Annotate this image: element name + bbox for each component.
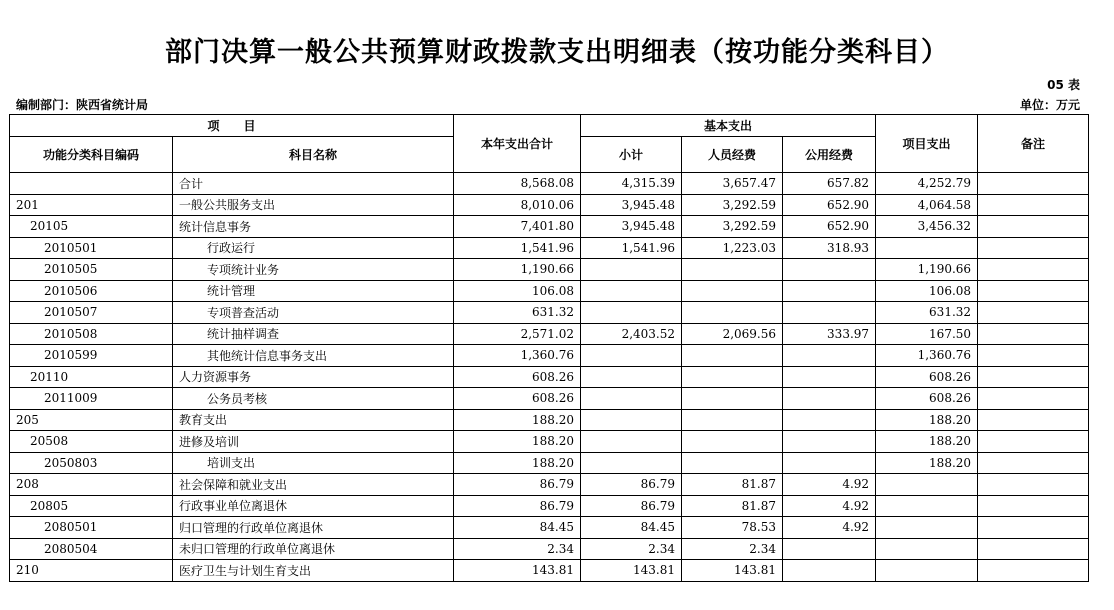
cell-public: 657.82 — [783, 173, 876, 195]
cell-total: 7,401.80 — [454, 216, 581, 238]
header-basic: 基本支出 — [581, 115, 876, 137]
cell-name: 公务员考核 — [173, 388, 454, 410]
cell-remark — [978, 173, 1089, 195]
table-row — [10, 366, 1089, 388]
cell-public — [783, 560, 876, 582]
cell-subtotal — [581, 388, 682, 410]
cell-personnel — [682, 409, 783, 431]
cell-remark — [978, 216, 1089, 238]
cell-personnel — [682, 388, 783, 410]
cell-project: 106.08 — [876, 280, 978, 302]
cell-project — [876, 560, 978, 582]
cell-project — [876, 538, 978, 560]
cell-project: 608.26 — [876, 388, 978, 410]
cell-personnel — [682, 345, 783, 367]
cell-project: 188.20 — [876, 431, 978, 453]
header-remark: 备注 — [978, 115, 1089, 173]
cell-name: 行政事业单位离退休 — [173, 495, 454, 517]
cell-project: 4,064.58 — [876, 194, 978, 216]
cell-code: 201 — [10, 194, 173, 216]
cell-code: 2010599 — [10, 345, 173, 367]
cell-remark — [978, 538, 1089, 560]
cell-personnel — [682, 280, 783, 302]
expenditure-table — [9, 114, 1089, 582]
cell-code: 2010506 — [10, 280, 173, 302]
header-subtotal: 小计 — [581, 137, 682, 173]
cell-subtotal — [581, 345, 682, 367]
cell-name: 行政运行 — [173, 237, 454, 259]
cell-subtotal: 143.81 — [581, 560, 682, 582]
cell-subtotal: 2,403.52 — [581, 323, 682, 345]
cell-remark — [978, 194, 1089, 216]
cell-public: 318.93 — [783, 237, 876, 259]
table-row — [10, 237, 1089, 259]
cell-remark — [978, 366, 1089, 388]
cell-total: 8,568.08 — [454, 173, 581, 195]
cell-name: 合计 — [173, 173, 454, 195]
header-project-expenditure: 项目支出 — [876, 115, 978, 173]
cell-remark — [978, 452, 1089, 474]
cell-remark — [978, 302, 1089, 324]
header-personnel: 人员经费 — [682, 137, 783, 173]
cell-name: 未归口管理的行政单位离退休 — [173, 538, 454, 560]
header-code: 功能分类科目编码 — [10, 137, 173, 173]
cell-name: 专项统计业务 — [173, 259, 454, 281]
cell-code: 2050803 — [10, 452, 173, 474]
table-row — [10, 452, 1089, 474]
cell-personnel: 1,223.03 — [682, 237, 783, 259]
cell-project: 1,190.66 — [876, 259, 978, 281]
cell-project: 631.32 — [876, 302, 978, 324]
cell-public — [783, 345, 876, 367]
table-row — [10, 474, 1089, 496]
form-number: 05 表 — [1047, 78, 1080, 92]
cell-public — [783, 538, 876, 560]
cell-subtotal: 86.79 — [581, 495, 682, 517]
cell-project: 188.20 — [876, 409, 978, 431]
cell-public — [783, 452, 876, 474]
cell-name: 社会保障和就业支出 — [173, 474, 454, 496]
cell-code: 20110 — [10, 366, 173, 388]
cell-personnel: 3,292.59 — [682, 194, 783, 216]
cell-project: 188.20 — [876, 452, 978, 474]
cell-code: 2010507 — [10, 302, 173, 324]
cell-public: 4.92 — [783, 517, 876, 539]
cell-personnel: 2,069.56 — [682, 323, 783, 345]
cell-total: 631.32 — [454, 302, 581, 324]
cell-subtotal: 3,945.48 — [581, 216, 682, 238]
page-title: 部门决算一般公共预算财政拨款支出明细表（按功能分类科目） — [165, 37, 949, 68]
cell-name: 专项普查活动 — [173, 302, 454, 324]
cell-project: 1,360.76 — [876, 345, 978, 367]
cell-public — [783, 431, 876, 453]
cell-subtotal: 84.45 — [581, 517, 682, 539]
cell-total: 2.34 — [454, 538, 581, 560]
unit-label: 单位：万元 — [1019, 98, 1080, 112]
table-row — [10, 431, 1089, 453]
cell-name: 进修及培训 — [173, 431, 454, 453]
table-row — [10, 302, 1089, 324]
cell-project: 608.26 — [876, 366, 978, 388]
cell-project — [876, 237, 978, 259]
table-row — [10, 216, 1089, 238]
cell-personnel: 78.53 — [682, 517, 783, 539]
cell-public — [783, 259, 876, 281]
cell-project — [876, 517, 978, 539]
cell-total: 86.79 — [454, 495, 581, 517]
cell-name: 其他统计信息事务支出 — [173, 345, 454, 367]
cell-name: 人力资源事务 — [173, 366, 454, 388]
cell-code: 210 — [10, 560, 173, 582]
cell-public — [783, 388, 876, 410]
cell-total: 1,541.96 — [454, 237, 581, 259]
cell-name: 一般公共服务支出 — [173, 194, 454, 216]
cell-personnel: 3,657.47 — [682, 173, 783, 195]
cell-name: 统计抽样调查 — [173, 323, 454, 345]
cell-code: 2080504 — [10, 538, 173, 560]
cell-project: 3,456.32 — [876, 216, 978, 238]
cell-subtotal — [581, 431, 682, 453]
cell-public: 4.92 — [783, 474, 876, 496]
cell-total: 86.79 — [454, 474, 581, 496]
header-name: 科目名称 — [173, 137, 454, 173]
cell-code: 2010501 — [10, 237, 173, 259]
cell-code — [10, 173, 173, 195]
cell-total: 84.45 — [454, 517, 581, 539]
table-row — [10, 388, 1089, 410]
cell-total: 188.20 — [454, 431, 581, 453]
cell-remark — [978, 431, 1089, 453]
table-row — [10, 259, 1089, 281]
cell-total: 1,190.66 — [454, 259, 581, 281]
cell-remark — [978, 259, 1089, 281]
cell-subtotal — [581, 302, 682, 324]
cell-subtotal: 1,541.96 — [581, 237, 682, 259]
cell-subtotal — [581, 366, 682, 388]
cell-total: 608.26 — [454, 366, 581, 388]
cell-code: 20805 — [10, 495, 173, 517]
cell-subtotal — [581, 259, 682, 281]
cell-public — [783, 302, 876, 324]
cell-code: 2011009 — [10, 388, 173, 410]
cell-remark — [978, 474, 1089, 496]
cell-personnel — [682, 431, 783, 453]
cell-personnel — [682, 366, 783, 388]
cell-personnel: 2.34 — [682, 538, 783, 560]
cell-public — [783, 409, 876, 431]
cell-code: 20105 — [10, 216, 173, 238]
cell-remark — [978, 280, 1089, 302]
cell-total: 8,010.06 — [454, 194, 581, 216]
cell-subtotal — [581, 452, 682, 474]
cell-name: 统计管理 — [173, 280, 454, 302]
cell-code: 2010508 — [10, 323, 173, 345]
table-row — [10, 495, 1089, 517]
cell-public: 652.90 — [783, 216, 876, 238]
cell-project: 167.50 — [876, 323, 978, 345]
table-row — [10, 280, 1089, 302]
cell-remark — [978, 323, 1089, 345]
cell-code: 205 — [10, 409, 173, 431]
cell-project: 4,252.79 — [876, 173, 978, 195]
cell-remark — [978, 345, 1089, 367]
cell-public: 333.97 — [783, 323, 876, 345]
header-total: 本年支出合计 — [454, 115, 581, 173]
compiling-department: 编制部门：陕西省统计局 — [16, 98, 149, 112]
cell-public — [783, 366, 876, 388]
cell-public: 4.92 — [783, 495, 876, 517]
cell-name: 教育支出 — [173, 409, 454, 431]
cell-total: 1,360.76 — [454, 345, 581, 367]
cell-personnel — [682, 259, 783, 281]
cell-personnel — [682, 302, 783, 324]
cell-personnel: 3,292.59 — [682, 216, 783, 238]
cell-code: 208 — [10, 474, 173, 496]
cell-name: 归口管理的行政单位离退休 — [173, 517, 454, 539]
table-row — [10, 517, 1089, 539]
cell-remark — [978, 237, 1089, 259]
cell-subtotal: 4,315.39 — [581, 173, 682, 195]
cell-total: 608.26 — [454, 388, 581, 410]
cell-project — [876, 474, 978, 496]
table-row — [10, 194, 1089, 216]
cell-code: 2080501 — [10, 517, 173, 539]
cell-code: 20508 — [10, 431, 173, 453]
cell-personnel: 81.87 — [682, 495, 783, 517]
cell-personnel: 81.87 — [682, 474, 783, 496]
cell-subtotal: 86.79 — [581, 474, 682, 496]
cell-total: 143.81 — [454, 560, 581, 582]
cell-personnel — [682, 452, 783, 474]
header-public: 公用经费 — [783, 137, 876, 173]
cell-remark — [978, 560, 1089, 582]
cell-public — [783, 280, 876, 302]
cell-name: 统计信息事务 — [173, 216, 454, 238]
cell-remark — [978, 495, 1089, 517]
table-row — [10, 560, 1089, 582]
cell-total: 188.20 — [454, 409, 581, 431]
header-project: 项 目 — [10, 115, 454, 137]
cell-name: 医疗卫生与计划生育支出 — [173, 560, 454, 582]
cell-remark — [978, 517, 1089, 539]
cell-remark — [978, 388, 1089, 410]
cell-subtotal: 3,945.48 — [581, 194, 682, 216]
cell-personnel: 143.81 — [682, 560, 783, 582]
cell-remark — [978, 409, 1089, 431]
cell-public: 652.90 — [783, 194, 876, 216]
cell-subtotal — [581, 409, 682, 431]
cell-total: 188.20 — [454, 452, 581, 474]
cell-total: 106.08 — [454, 280, 581, 302]
cell-total: 2,571.02 — [454, 323, 581, 345]
table-row — [10, 323, 1089, 345]
cell-subtotal — [581, 280, 682, 302]
cell-code: 2010505 — [10, 259, 173, 281]
cell-project — [876, 495, 978, 517]
table-row — [10, 409, 1089, 431]
cell-name: 培训支出 — [173, 452, 454, 474]
table-row — [10, 173, 1089, 195]
table-row — [10, 538, 1089, 560]
table-row — [10, 345, 1089, 367]
cell-subtotal: 2.34 — [581, 538, 682, 560]
table-body — [10, 173, 1089, 582]
